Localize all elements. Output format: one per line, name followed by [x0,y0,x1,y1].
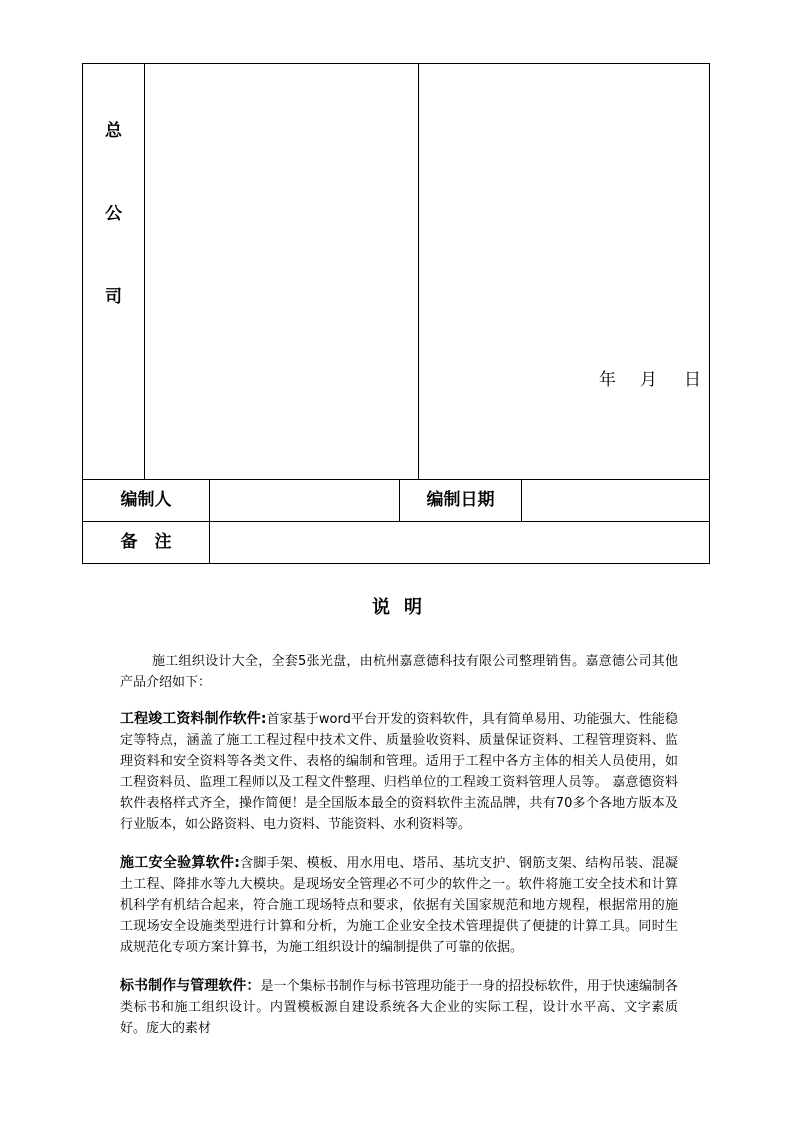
remarks-label: 备 注 [120,532,172,552]
compiler-label: 编制人 [120,490,172,510]
product-description: 是一个集标书制作与标书管理功能于一身的招投标软件，用于快速编制各类标书和施工组织设计。内置模板源自建设系统各大企业的实际工程，设计水平高、文字素质好。庞大的素材 [120,979,678,1036]
section-title: 说明 [372,597,436,618]
product-name: 工程竣工资料制作软件: [120,711,267,727]
date-year-label: 年 [599,370,616,390]
date-month-label: 月 [640,370,657,390]
intro-paragraph: 施工组织设计大全，全套5张光盘，由杭州嘉意德科技有限公司整理销售。嘉意德公司其他产品介绍如下： [120,654,678,690]
product-name: 施工安全验算软件: [120,855,240,871]
product-paragraph [120,709,678,835]
product-description: 含脚手架、模板、用水用电、塔吊、基坑支护、钢筋支架、结构吊装、混凝土工程、降排水等九大模块。是现场安全管理必不可少的软件之一。软件将施工安全技术和计算机科学有机结合起来，符合施工现场特点和要求，依据有关国家规范和地方规程，根据常用的施工现场安全设施类型进行计算和分析，为施工企业安全技术管理提供了便捷的计算工具。同时生成规范化专项方案计算书，为施工组织设计的编制提供了可靠的依据。 [120,856,678,955]
product-paragraph [120,853,678,958]
company-opinion-area[interactable] [145,64,418,479]
compile-date-label: 编制日期 [426,490,495,510]
date-day-label: 日 [684,370,701,390]
remarks-field[interactable] [210,522,709,563]
company-signature-area[interactable] [419,64,709,479]
company-char-1: 总 [105,121,122,141]
product-description: 首家基于word平台开发的资料软件，具有简单易用、功能强大、性能稳定等特点，涵盖了施工工程过程中技术文件、质量验收资料、质量保证资料、工程管理资料、监理资料和安全资料等各类文件、表格的编制和管理。适用于工程中各方主体的相关人员使用，如工程资料员、监理工程师以及工程文件整理、归档单位的工程竣工资料管理人员等。 嘉意德资料软件表格样式齐全，操作简便！是全国版本最全的资料软件主流品牌，共有70多个各地方版本及行业版本，如公路资料、电力资料、节能资料、水利资料等。 [120,712,678,832]
company-char-3: 司 [105,287,122,307]
approval-form-table [82,63,710,564]
compile-date-field[interactable] [522,480,709,521]
compiler-field[interactable] [210,480,399,521]
product-paragraph [120,976,678,1039]
product-name: 标书制作与管理软件： [120,978,261,994]
company-char-2: 公 [105,204,122,224]
